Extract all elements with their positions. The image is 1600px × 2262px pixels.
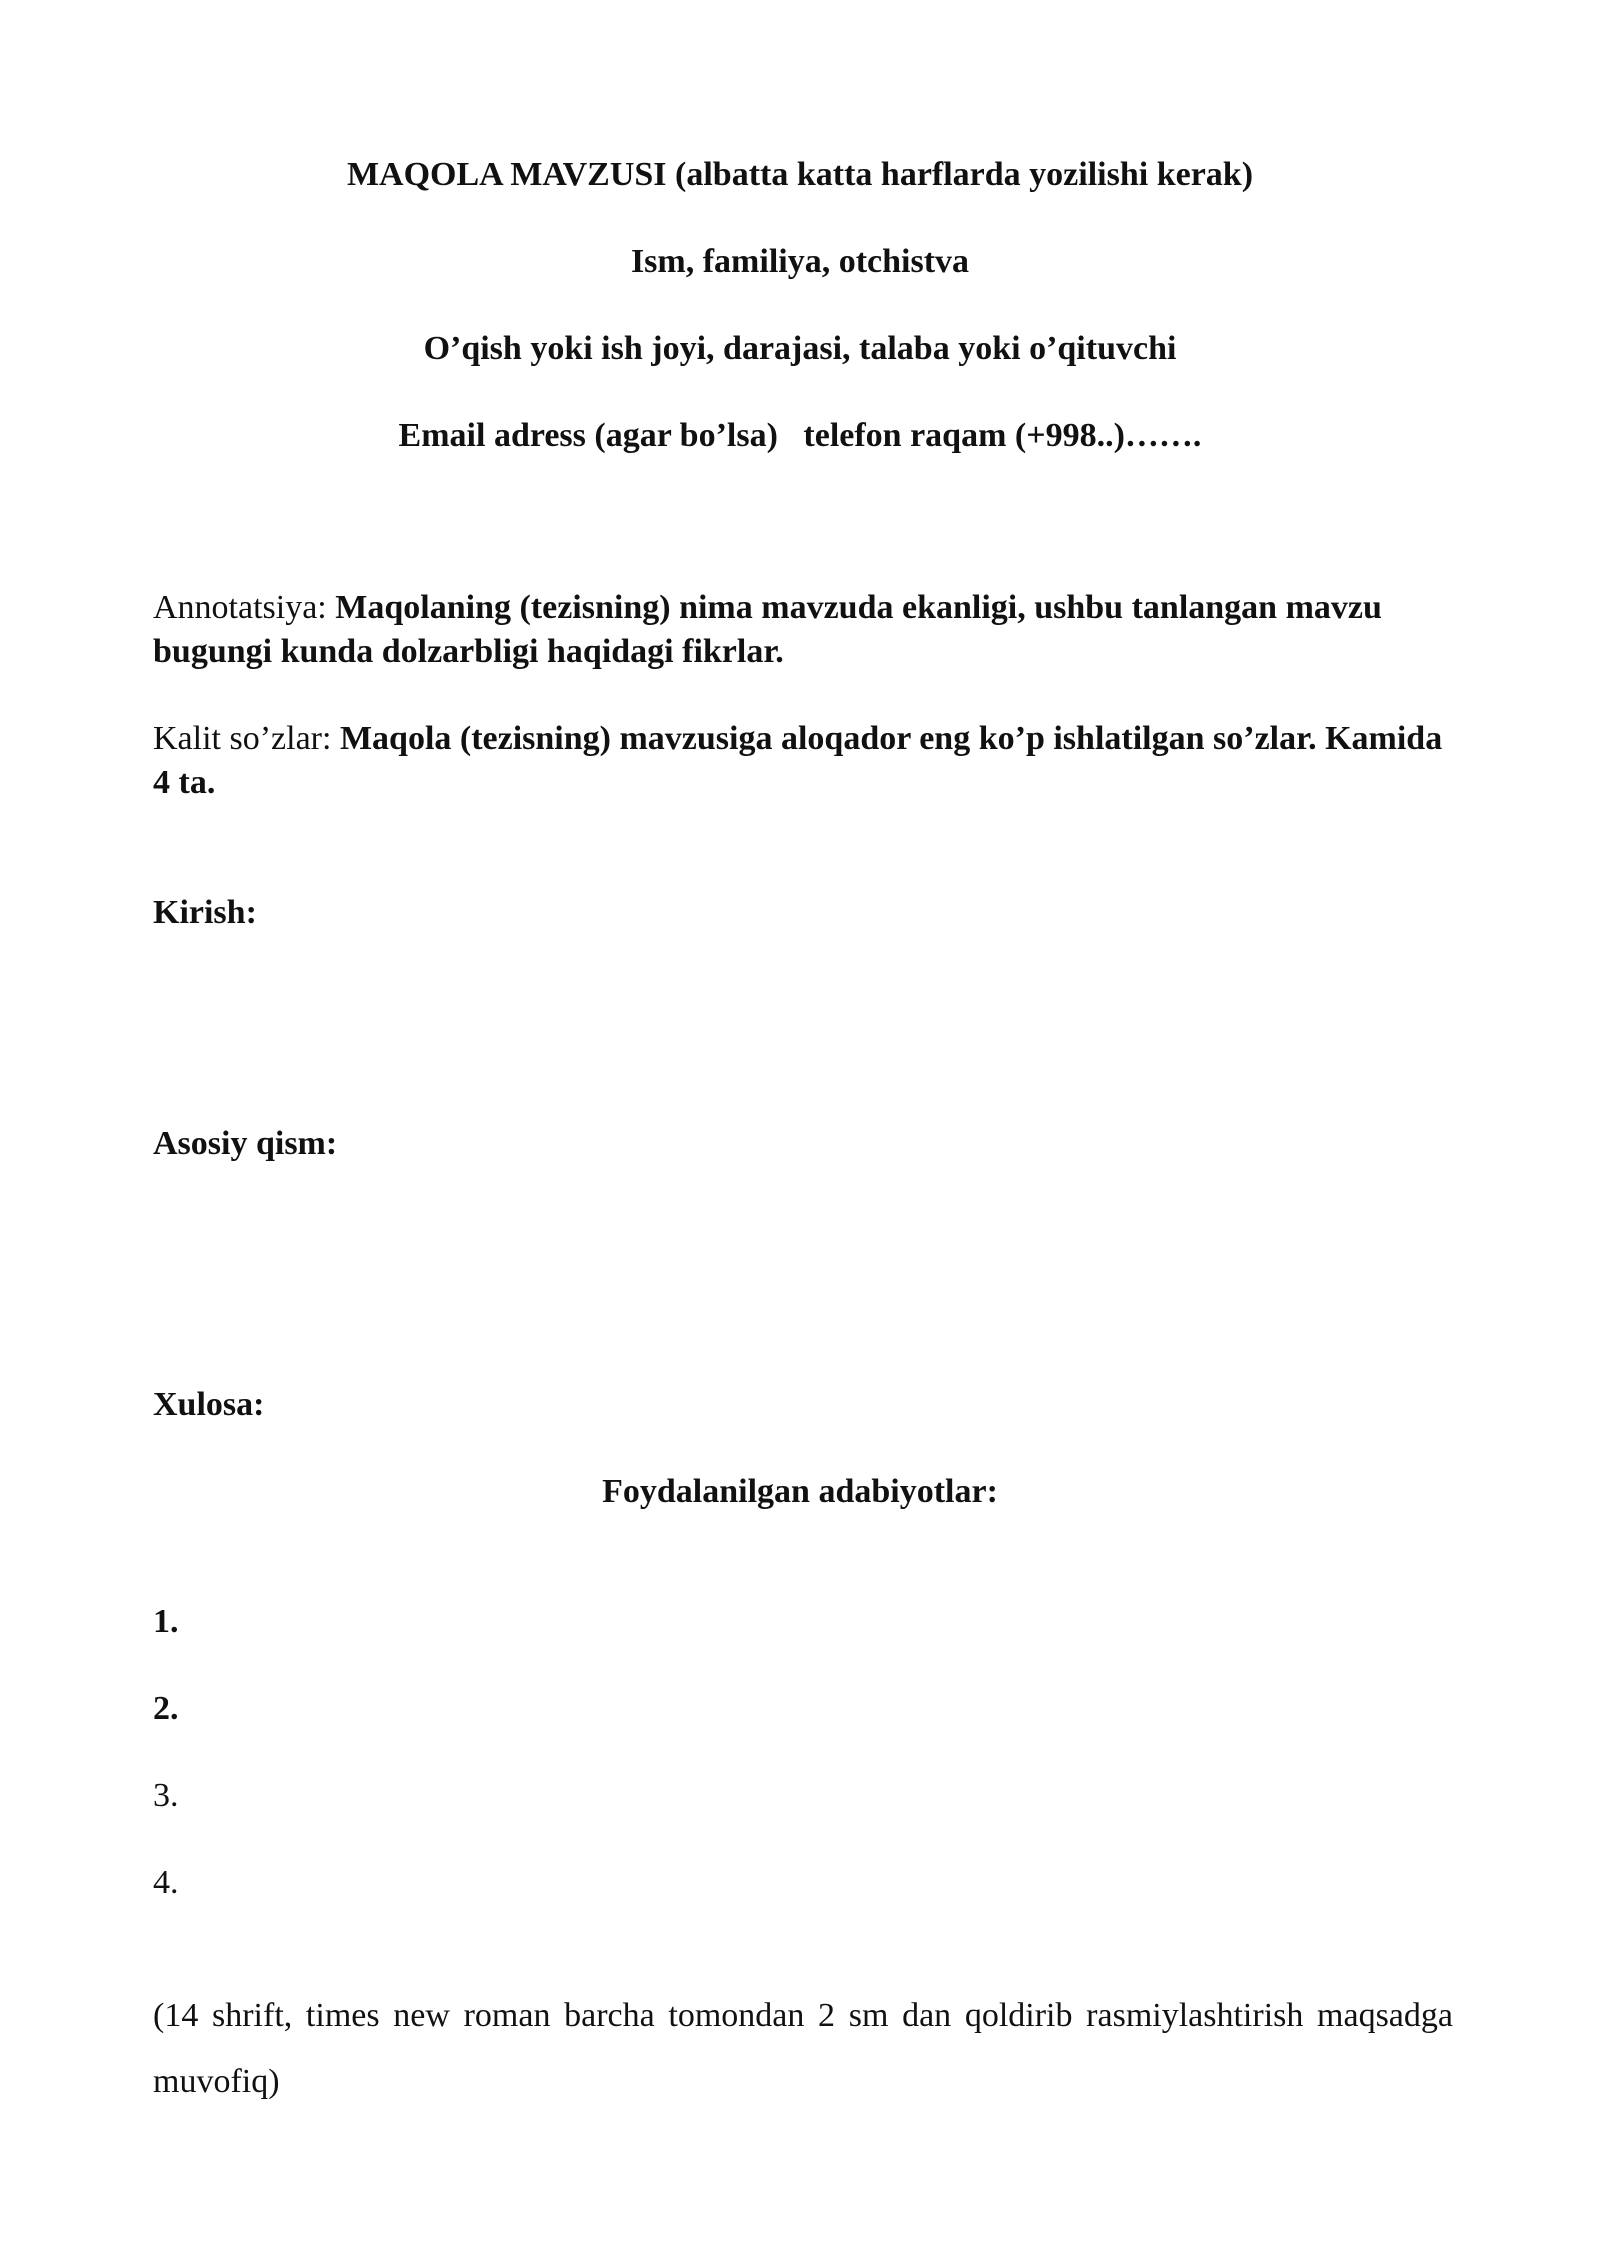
formatting-note: (14 shrift, times new roman barcha tomondan 2 sm dan qoldirib rasmiylashtirish maqsadga muvofiq) — [153, 1997, 1453, 2100]
abstract-label: Annotatsiya: — [153, 589, 336, 626]
reference-item: 1. — [153, 1603, 179, 1640]
section-heading-main: Asosiy qism: — [153, 1125, 338, 1162]
section-heading-conclusion: Xulosa: — [153, 1386, 265, 1423]
section-heading-intro: Kirish: — [153, 894, 257, 931]
author-contact: Email adress (agar bo’lsa) telefon raqam (+998..)……. — [398, 417, 1202, 454]
abstract-text: Maqolaning (tezisning) nima mavzuda ekanligi, ushbu tanlangan mavzu bugungi kunda dolzarbligi haqidagi fikrlar. — [153, 589, 1382, 670]
author-name: Ism, familiya, otchistva — [630, 243, 970, 280]
keywords-text: Maqola (tezisning) mavzusiga aloqador eng ko’p ishlatilgan so’zlar. Kamida 4 ta. — [153, 720, 1443, 801]
reference-item: 2. — [153, 1690, 179, 1727]
abstract-paragraph — [153, 586, 1453, 674]
reference-item: 3. — [153, 1777, 179, 1814]
article-title: MAQOLA MAVZUSI (albatta katta harflarda yozilishi kerak) — [346, 156, 1254, 193]
keywords-label: Kalit so’zlar: — [153, 720, 340, 757]
references-heading: Foydalanilgan adabiyotlar: — [602, 1473, 998, 1510]
author-affiliation: O’qish yoki ish joyi, darajasi, talaba yoki o’qituvchi — [423, 330, 1177, 367]
reference-item: 4. — [153, 1864, 179, 1901]
keywords-paragraph — [153, 717, 1453, 805]
